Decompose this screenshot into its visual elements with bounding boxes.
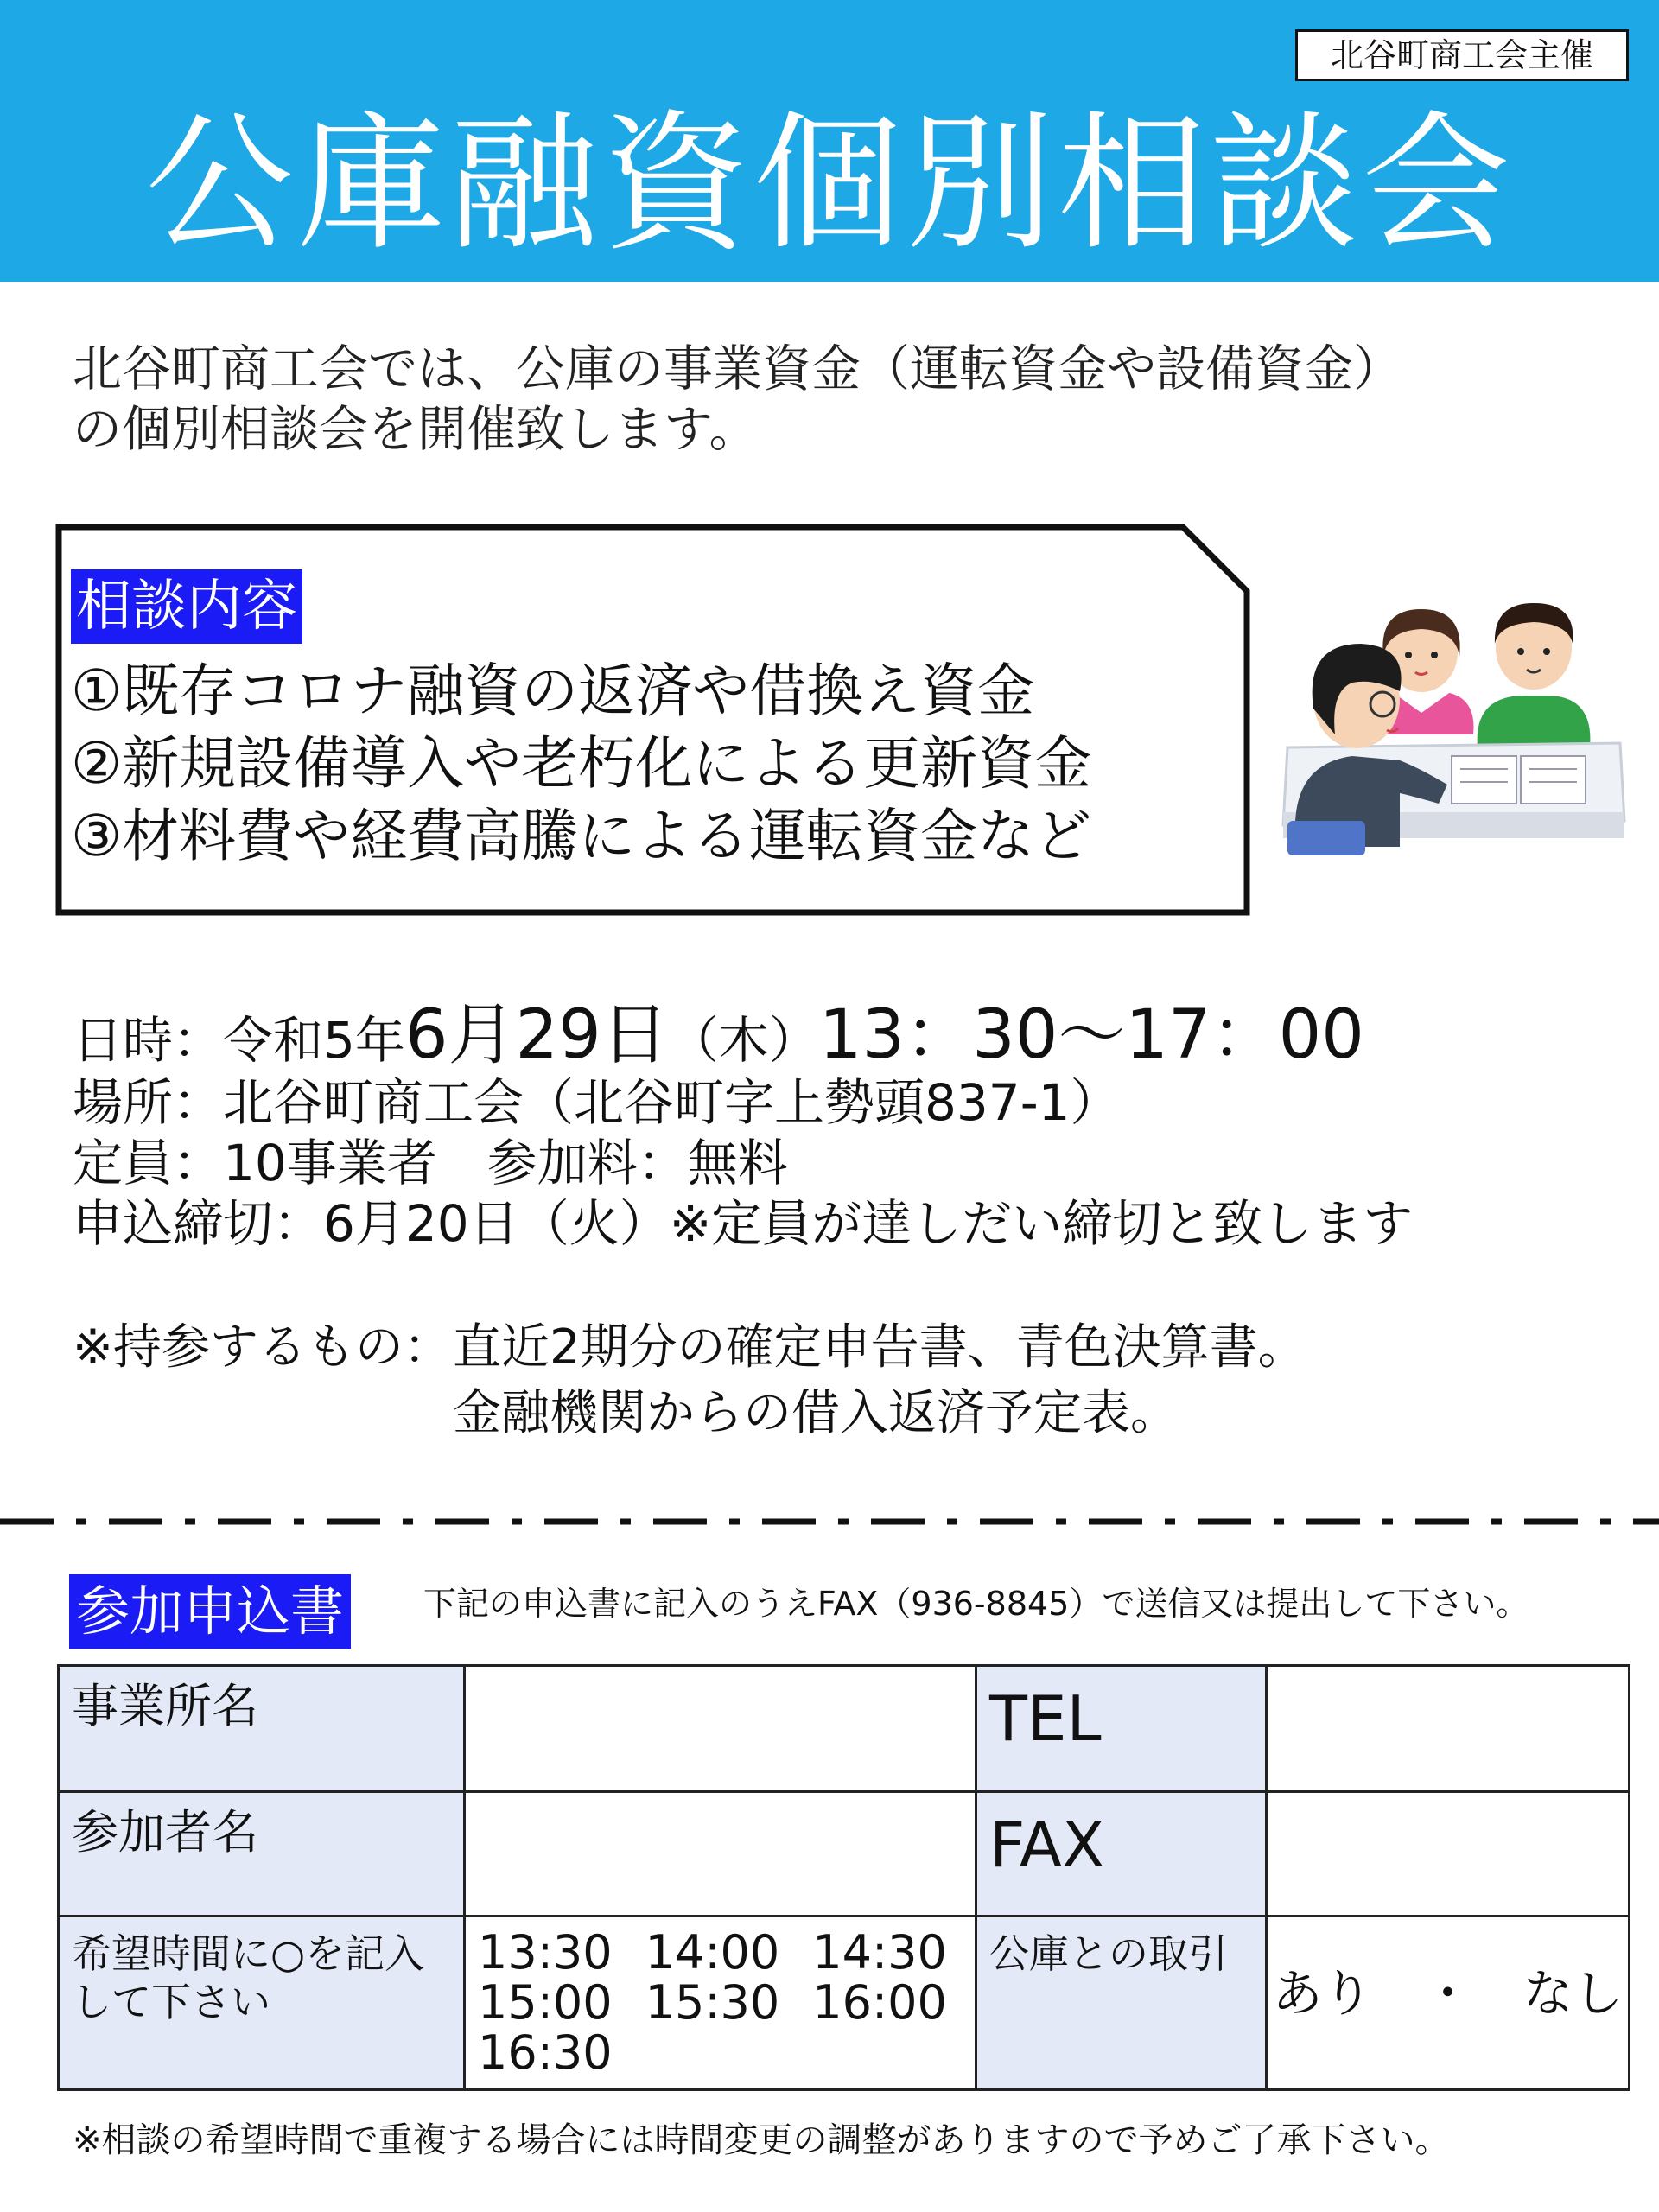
bring-label: ※持参するもの： (73, 1319, 452, 1376)
participant-label: 参加者名 (72, 1805, 258, 1859)
consultation-item-2: ②新規設備導入や老朽化による更新資金 (71, 730, 1092, 797)
time-slot[interactable]: 16:30 (478, 2025, 613, 2080)
consultation-illustration (1270, 562, 1633, 873)
footnote: ※相談の希望時間で重複する場合には時間変更の調整がありますので予めご了承下さい。 (73, 2120, 1450, 2160)
bring-line-1: 直近2期分の確定申告書、青色決算書。 (453, 1319, 1306, 1376)
organizer-badge: 北谷町商工会主催 (1295, 29, 1629, 81)
time-label-cell (59, 1916, 465, 2090)
time-slot[interactable]: 15:30 (645, 1975, 780, 2030)
customer-man-figure (1478, 603, 1591, 747)
table-row (59, 1666, 1630, 1792)
application-deadline: 申込締切：6月20日（火）※定員が達しだい締切と致します (73, 1194, 1414, 1253)
application-label: 参加申込書 (69, 1574, 351, 1649)
page-title: 公庫融資個別相談会 (145, 97, 1514, 270)
application-instruction: 下記の申込書に記入のうえFAX（936-8845）で送信又は提出して下さい。 (423, 1585, 1529, 1623)
time-slot[interactable]: 14:00 (645, 1925, 780, 1980)
fax-field[interactable] (1267, 1792, 1630, 1916)
datetime-prefix: 日時：令和5年 (73, 1011, 405, 1070)
cut-line (0, 1518, 1659, 1525)
business-name-field[interactable] (465, 1666, 976, 1792)
fax-label: FAX (989, 1808, 1105, 1881)
consultation-item-1: ①既存コロナ融資の返済や借換え資金 (71, 658, 1035, 724)
jfc-options[interactable]: あり ・ なし (1272, 1964, 1624, 2023)
jfc-label-cell (976, 1916, 1267, 2090)
tel-label-cell (976, 1666, 1267, 1792)
tel-field[interactable] (1267, 1666, 1630, 1792)
datetime-weekday: （木） (668, 1011, 819, 1070)
bring-line-2: 金融機関からの借入返済予定表。 (453, 1385, 1179, 1441)
jfc-label: 公庫との取引 (989, 1930, 1228, 1977)
intro-line-1: 北谷町商工会では、公庫の事業資金（運転資金や設備資金） (73, 340, 1402, 397)
time-slot[interactable]: 15:00 (478, 1975, 613, 2030)
event-place: 場所：北谷町商工会（北谷町字上勢頭837-1） (73, 1073, 1121, 1132)
fax-label-cell (976, 1792, 1267, 1916)
datetime-date: 6月29日 (404, 996, 669, 1074)
table-row (59, 1916, 1630, 2090)
table-row (59, 1792, 1630, 1916)
participant-field[interactable] (465, 1792, 976, 1916)
participant-label-cell (59, 1792, 465, 1916)
business-name-label: 事業所名 (72, 1679, 258, 1733)
datetime-time: 13：30〜17：00 (818, 996, 1364, 1074)
time-slot[interactable]: 14:30 (812, 1925, 947, 1980)
jfc-options-cell[interactable] (1267, 1916, 1630, 2090)
time-slots-cell (465, 1916, 976, 2090)
event-capacity: 定員：10事業者 参加料：無料 (73, 1134, 788, 1192)
intro-text (73, 339, 1402, 460)
intro-line-2: の個別相談会を開催致します。 (73, 401, 759, 458)
time-slot[interactable]: 16:00 (812, 1975, 947, 2030)
application-form-table (57, 1664, 1630, 2091)
time-label: 希望時間に○を記入して下さい (72, 1930, 425, 2025)
consultation-label: 相談内容 (71, 569, 302, 644)
time-slot[interactable]: 13:30 (478, 1925, 613, 1980)
business-name-label-cell (59, 1666, 465, 1792)
tel-label: TEL (989, 1682, 1102, 1755)
consultation-item-3: ③材料費や経費高騰による運転資金など (71, 803, 1092, 869)
